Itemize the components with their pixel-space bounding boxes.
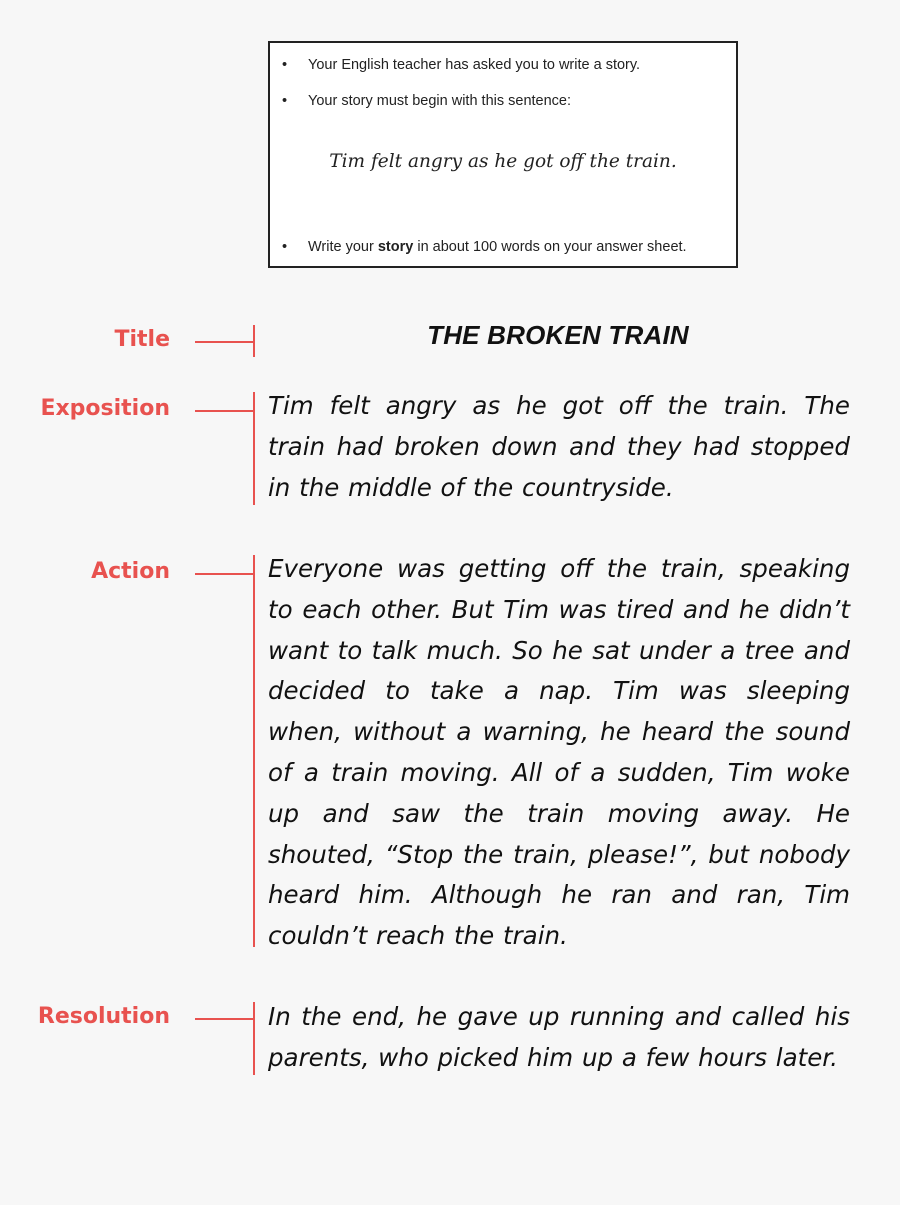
connector-title [195,341,254,343]
bracket-action [253,555,255,947]
paragraph-resolution: In the end, he gave up running and called his parents, who picked him up a few hours later. [268,1002,850,1072]
connector-resolution [195,1018,254,1020]
bullet-dot: • [282,93,288,109]
prompt-box [268,41,738,268]
connector-action [195,573,254,575]
paragraph-action: Everyone was getting off the train, speaking to each other. But Tim was tired and he didn’t want to talk much. So he sat under a tree and decided to take a nap. Tim was sleeping when, without a warning, he heard the sound of a train moving. All of a sudden, Tim woke up and saw the train moving away. He shouted, “Stop the train, please!”, but nobody heard him. Although he ran and ran, Tim couldn’t reach the train. [268,554,850,951]
story-title: THE BROKEN TRAIN [427,320,689,350]
bracket-resolution [253,1002,255,1075]
prompt-bullet: • Your story must begin with this sentence: [282,93,572,109]
paragraph-exposition: Tim felt angry as he got off the train. The train had broken down and they had stopped in the middle of the countryside. [268,391,850,502]
label-exposition: Exposition [40,396,170,421]
label-resolution: Resolution [37,1004,170,1029]
prompt-bullet: • Write your story in about 100 words on your answer sheet. [282,239,687,255]
connector-exposition [195,410,254,412]
bracket-exposition [253,392,255,505]
bracket-title [253,325,255,357]
label-action: Action [91,559,170,584]
prompt-sentence: Tim felt angry as he got off the train. [329,151,677,172]
prompt-bullet: • Your English teacher has asked you to write a story. [282,57,641,73]
bullet-dot: • [282,57,288,73]
label-title: Title [114,327,170,352]
bold-word: story [377,239,414,255]
bullet-dot: • [282,239,288,255]
